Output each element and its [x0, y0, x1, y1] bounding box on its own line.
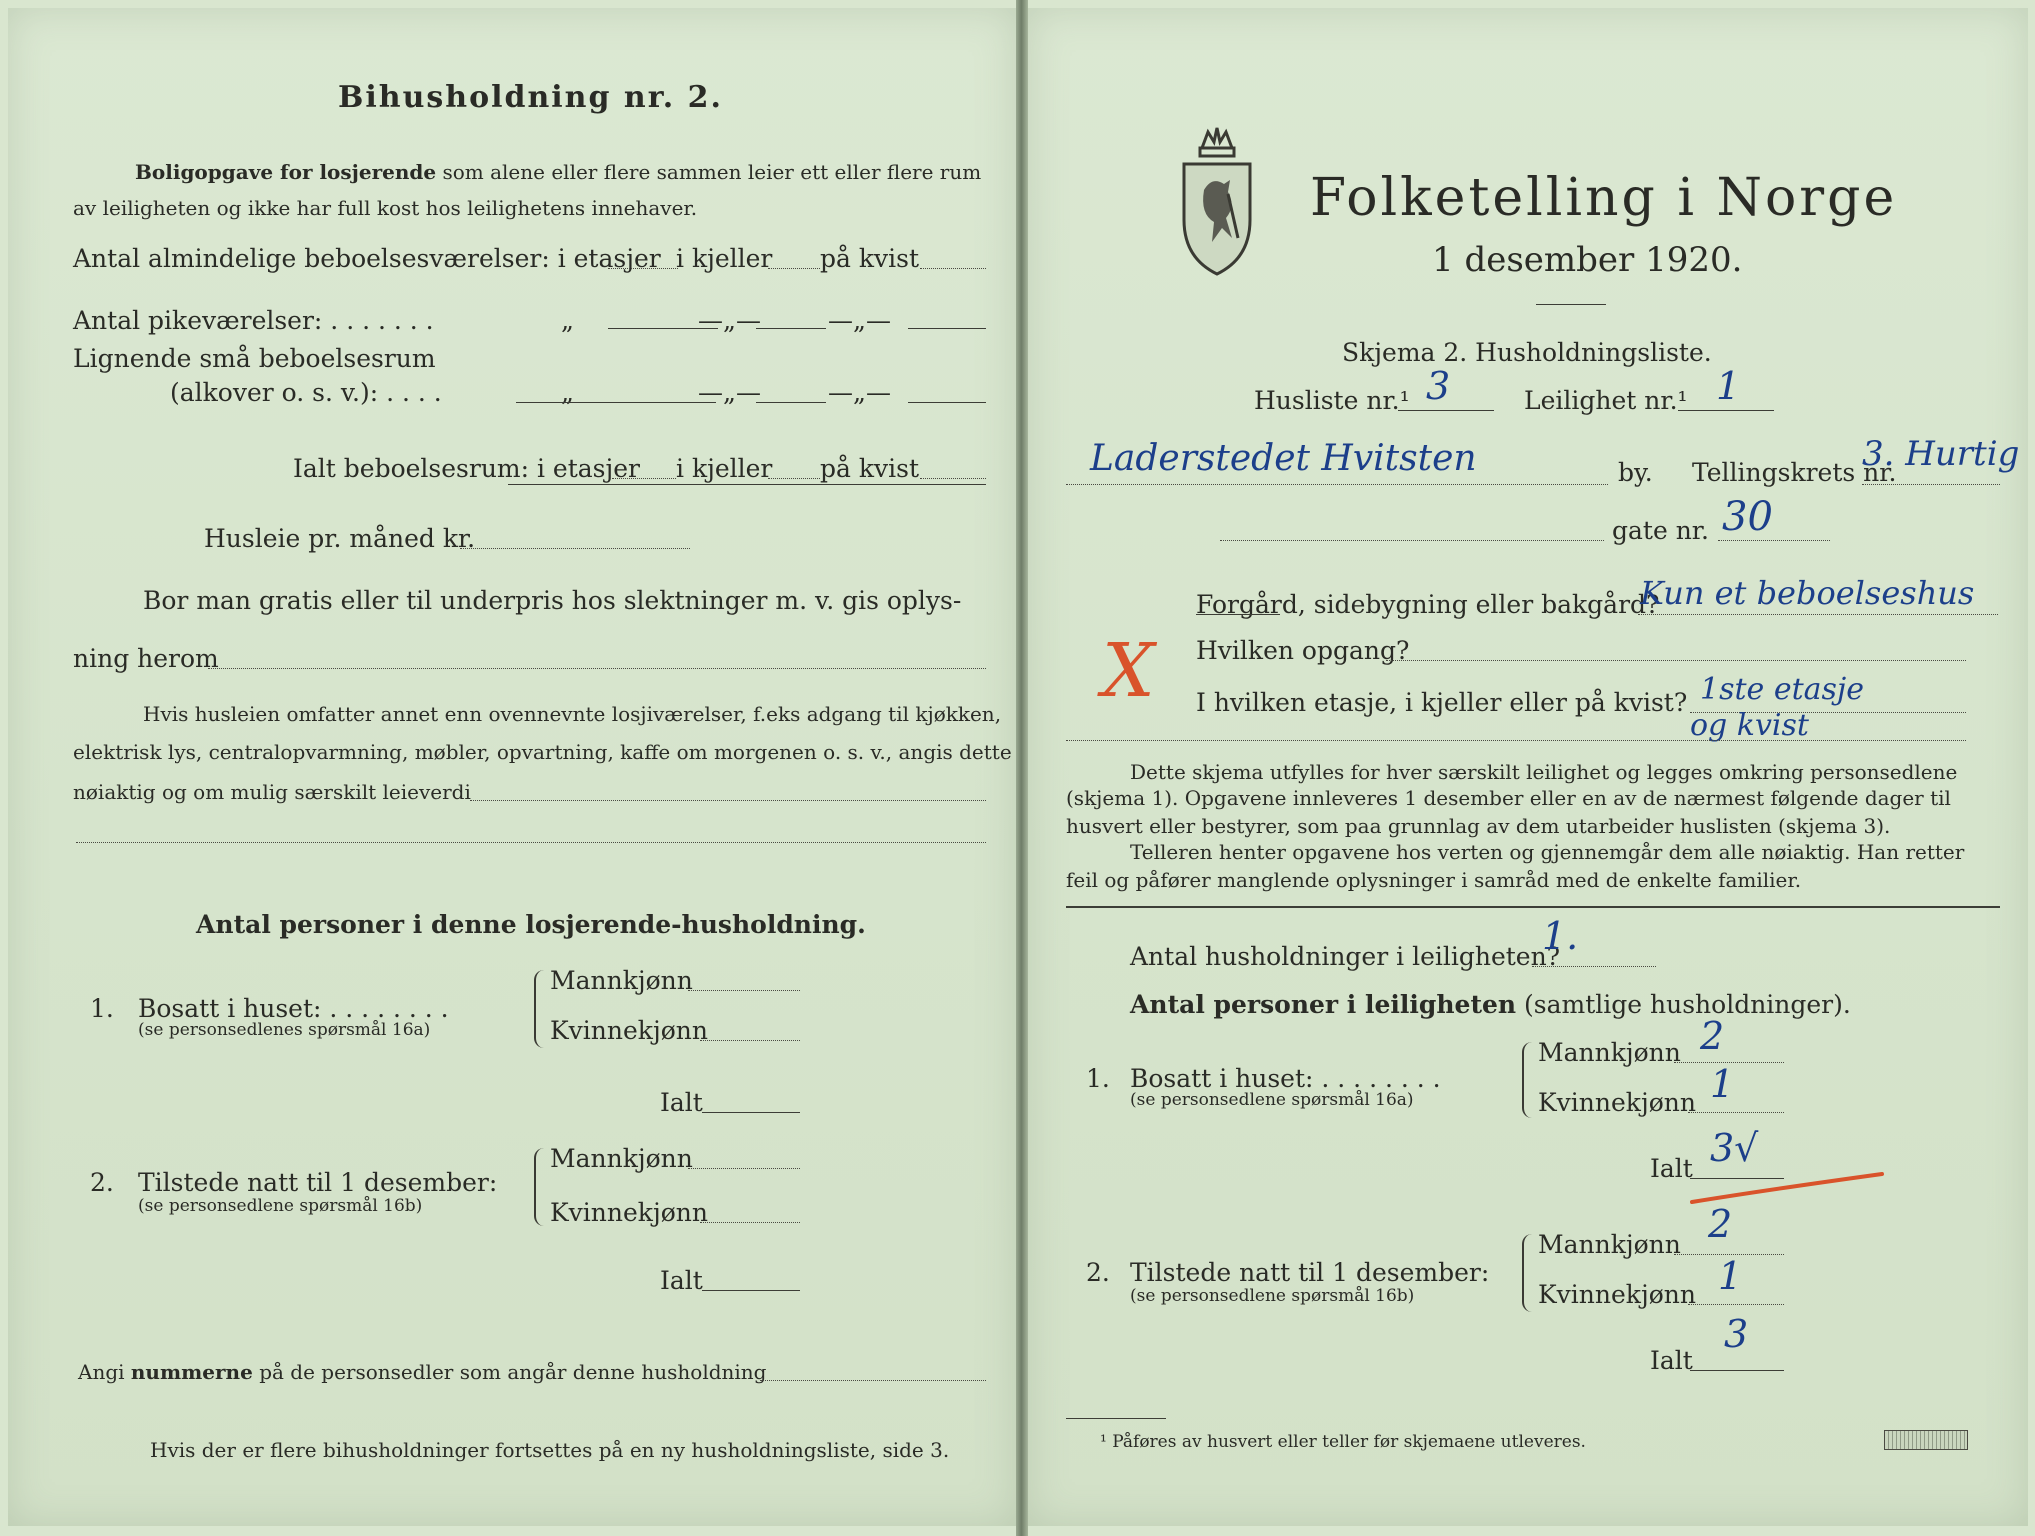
rooms-kjeller-field[interactable]	[768, 268, 820, 269]
rq2-ialt-label: Ialt	[1650, 1346, 1693, 1375]
q2-kvinne-label: Kvinnekjønn	[550, 1198, 708, 1227]
gratis-line1: Bor man gratis eller til underpris hos slektninger m. v. gis oplys-	[143, 586, 962, 615]
husleie-label: Husleie pr. måned kr.	[204, 524, 476, 553]
rooms-etasjer-field[interactable]	[608, 268, 678, 269]
husliste-value: 3	[1426, 364, 1451, 408]
antal-hush-field[interactable]	[1532, 966, 1656, 967]
rooms-kvist-label: på kvist	[820, 244, 919, 273]
alkover-kvist-field[interactable]	[908, 402, 986, 403]
q2-kvinne-field[interactable]	[700, 1222, 800, 1223]
q1-kvinne-field[interactable]	[700, 1040, 800, 1041]
ialt-rooms-label: Ialt beboelsesrum: i etasjer	[293, 454, 641, 483]
instr-line5: feil og påfører manglende oplysninger i samråd med de enkelte familier.	[1066, 868, 1802, 892]
q1-ialt-field[interactable]	[702, 1112, 800, 1113]
page-fold	[1016, 0, 1028, 1536]
antal-heading: Antal personer i denne losjerende-husholdning.	[196, 910, 866, 939]
alkover-ditto-kjeller: —„—	[698, 378, 761, 407]
forgaard-value: Kun et beboelseshus	[1640, 574, 1975, 612]
alkover-ditto: „	[561, 378, 574, 407]
ialt-kjeller-label: i kjeller	[676, 454, 773, 483]
ialt-kvist-field[interactable]	[920, 478, 986, 479]
instr-line1: Dette skjema utfylles for hver særskilt leilighet og legges omkring personsedlene	[1130, 760, 1958, 784]
q2-mann-label: Mannkjønn	[550, 1144, 693, 1173]
ialt-etasjer-field[interactable]	[612, 478, 676, 479]
intro-line2: av leiligheten og ikke har full kost hos leilighetens innehaver.	[73, 196, 698, 220]
right-page	[1028, 8, 2028, 1526]
rq2-ialt-field[interactable]	[1690, 1370, 1784, 1371]
rooms-kjeller-label: i kjeller	[676, 244, 773, 273]
opgang-label: Hvilken opgang?	[1196, 636, 1410, 665]
alkover-etasjer-field[interactable]	[516, 402, 716, 403]
antal-pers-rest: (samtlige husholdninger).	[1524, 990, 1851, 1019]
q1-label: Bosatt i huset: . . . . . . . .	[138, 994, 449, 1023]
gate-name-field[interactable]	[1220, 540, 1604, 541]
q1-mann-field[interactable]	[688, 990, 800, 991]
rq1-sub: (se personsedlene spørsmål 16a)	[1130, 1090, 1414, 1110]
rq1-kvinne-field[interactable]	[1688, 1112, 1784, 1113]
lign-label: Lignende små beboelsesrum	[73, 344, 436, 373]
rq2-kvinne-field[interactable]	[1688, 1304, 1784, 1305]
rq1-label: Bosatt i huset: . . . . . . . .	[1130, 1064, 1441, 1093]
q2-sub: (se personsedlene spørsmål 16b)	[138, 1196, 423, 1216]
title-divider	[1536, 304, 1606, 305]
leilighet-field[interactable]	[1678, 410, 1774, 411]
q2-ialt-label: Ialt	[660, 1266, 703, 1295]
q1-mann-label: Mannkjønn	[550, 966, 693, 995]
hvis-line3: nøiaktig og om mulig særskilt leieverdi	[73, 780, 471, 804]
rq2-brace	[1522, 1234, 1534, 1312]
instr-line2: (skjema 1). Opgavene innleveres 1 desember eller en av de nærmest følgende dager til	[1066, 786, 1951, 810]
left-footer: Hvis der er flere bihusholdninger fortsettes på en ny husholdningsliste, side 3.	[150, 1438, 950, 1462]
ialt-kvist-label: på kvist	[820, 454, 919, 483]
rq1-mann-value: 2	[1700, 1014, 1725, 1058]
tellingskrets-value: 3. Hurtig	[1862, 434, 2020, 474]
gratis-field[interactable]	[208, 668, 986, 669]
antal-hush-value: 1.	[1542, 914, 1579, 958]
rooms-label: Antal almindelige beboelsesværelser: i etasjer	[73, 244, 661, 273]
rq2-ialt-value: 3	[1724, 1312, 1749, 1356]
red-x-mark: X	[1102, 628, 1155, 714]
pike-kjeller-field[interactable]	[756, 328, 826, 329]
coat-of-arms-icon	[1178, 120, 1256, 278]
left-page	[8, 8, 1016, 1526]
tellingskrets-field[interactable]	[1862, 484, 2000, 485]
antal-pers-line	[1130, 990, 1851, 1019]
q1-kvinne-label: Kvinnekjønn	[550, 1016, 708, 1045]
rq2-sub: (se personsedlene spørsmål 16b)	[1130, 1286, 1415, 1306]
hvis-line1: Hvis husleien omfatter annet enn ovennevnte losjiværelser, f.eks adgang til kjøkken,	[143, 702, 1002, 726]
forgaard-underline	[1196, 614, 1280, 615]
ialt-kjeller-field[interactable]	[768, 478, 820, 479]
angi-pre: Angi	[78, 1360, 125, 1384]
leilighet-value: 1	[1716, 364, 1741, 408]
by-label: by.	[1618, 458, 1653, 487]
gate-label: gate nr.	[1612, 516, 1709, 545]
rq1-kvinne-value: 1	[1710, 1062, 1735, 1106]
rq1-mann-label: Mannkjønn	[1538, 1038, 1681, 1067]
city-field[interactable]	[1066, 484, 1608, 485]
etasje-value-1: 1ste etasje	[1700, 672, 1864, 707]
angi-field[interactable]	[760, 1380, 986, 1381]
intro-line1	[135, 160, 981, 184]
footnote: ¹ Påføres av husvert eller teller før skjemaene utleveres.	[1100, 1432, 1586, 1452]
alkover-kjeller-field[interactable]	[756, 402, 826, 403]
pike-ditto-kvist: —„—	[828, 306, 891, 335]
q1-ialt-label: Ialt	[660, 1088, 703, 1117]
leieverdi-field-2[interactable]	[76, 842, 986, 843]
hvis-line2: elektrisk lys, centralopvarmning, møbler, opvartning, kaffe om morgenen o. s. v., angis dette	[73, 740, 1012, 764]
printer-stamp	[1884, 1430, 1968, 1450]
instr-divider	[1066, 906, 2000, 908]
leieverdi-field[interactable]	[470, 800, 986, 801]
etasje-field-2[interactable]	[1066, 740, 1966, 741]
husliste-field[interactable]	[1398, 410, 1494, 411]
census-date: 1 desember 1920.	[1432, 240, 1743, 280]
gate-value: 30	[1722, 494, 1773, 540]
leilighet-label: Leilighet nr.¹	[1524, 386, 1688, 415]
antal-hush-label: Antal husholdninger i leiligheten?	[1130, 942, 1561, 971]
ialt-underline	[508, 484, 986, 485]
opgang-field[interactable]	[1386, 660, 1966, 661]
rq1-number: 1.	[1086, 1064, 1110, 1093]
skjema-label: Skjema 2. Husholdningsliste.	[1342, 338, 1712, 367]
angi-post: på de personsedler som angår denne husholdning	[259, 1360, 767, 1384]
rq1-ialt-label: Ialt	[1650, 1154, 1693, 1183]
pike-label: Antal pikeværelser: . . . . . . .	[73, 306, 434, 335]
alkover-label: (alkover o. s. v.): . . . .	[170, 378, 442, 407]
gate-nr-field[interactable]	[1718, 540, 1830, 541]
rq1-kvinne-label: Kvinnekjønn	[1538, 1088, 1696, 1117]
antal-pers-bold: Antal personer i leiligheten	[1130, 990, 1517, 1019]
pike-ditto-kjeller: —„—	[698, 306, 761, 335]
rooms-kvist-field[interactable]	[920, 268, 986, 269]
husleie-field[interactable]	[460, 548, 690, 549]
rq2-kvinne-label: Kvinnekjønn	[1538, 1280, 1696, 1309]
footnote-rule	[1066, 1418, 1166, 1419]
instr-line3: husvert eller bestyrer, som paa grunnlag av dem utarbeider huslisten (skjema 3).	[1066, 814, 1891, 838]
etasje-label: I hvilken etasje, i kjeller eller på kvist?	[1196, 688, 1688, 717]
rq2-mann-value: 2	[1708, 1202, 1733, 1246]
angi-line	[78, 1360, 766, 1384]
intro-rest: som alene eller flere sammen leier ett eller flere rum	[442, 160, 982, 184]
instr-line4: Telleren henter opgavene hos verten og gjennemgår dem alle nøiaktig. Han retter	[1130, 840, 1965, 864]
husliste-label: Husliste nr.¹	[1254, 386, 1410, 415]
forgaard-field[interactable]	[1638, 614, 1998, 615]
pike-ditto: „	[561, 306, 574, 335]
pike-kvist-field[interactable]	[908, 328, 986, 329]
rq2-mann-label: Mannkjønn	[1538, 1230, 1681, 1259]
gratis-line2: ning herom	[73, 644, 219, 673]
q1-brace	[534, 970, 546, 1048]
q1-number: 1.	[90, 994, 114, 1023]
rq2-number: 2.	[1086, 1258, 1110, 1287]
q1-sub: (se personsedlenes spørsmål 16a)	[138, 1020, 431, 1040]
intro-bold: Boligopgave for losjerende	[135, 160, 437, 184]
left-title: Bihusholdning nr. 2.	[338, 80, 723, 115]
q2-mann-field[interactable]	[688, 1168, 800, 1169]
angi-bold: nummerne	[130, 1360, 253, 1384]
q2-brace	[534, 1148, 546, 1226]
main-title: Folketelling i Norge	[1310, 168, 1898, 228]
rq2-kvinne-value: 1	[1718, 1254, 1743, 1298]
q2-number: 2.	[90, 1168, 114, 1197]
forgaard-label: Forgård, sidebygning eller bakgård?	[1196, 590, 1660, 619]
rq2-label: Tilstede natt til 1 desember:	[1130, 1258, 1490, 1287]
etasje-value-2: og kvist	[1690, 708, 1809, 743]
rq1-ialt-value: 3√	[1710, 1126, 1759, 1170]
rq1-brace	[1522, 1042, 1534, 1118]
q2-ialt-field[interactable]	[702, 1290, 800, 1291]
tellingskrets-label: Tellingskrets nr.	[1692, 458, 1897, 487]
q2-label: Tilstede natt til 1 desember:	[138, 1168, 498, 1197]
city-value: Laderstedet Hvitsten	[1090, 438, 1477, 479]
alkover-ditto-kvist: —„—	[828, 378, 891, 407]
